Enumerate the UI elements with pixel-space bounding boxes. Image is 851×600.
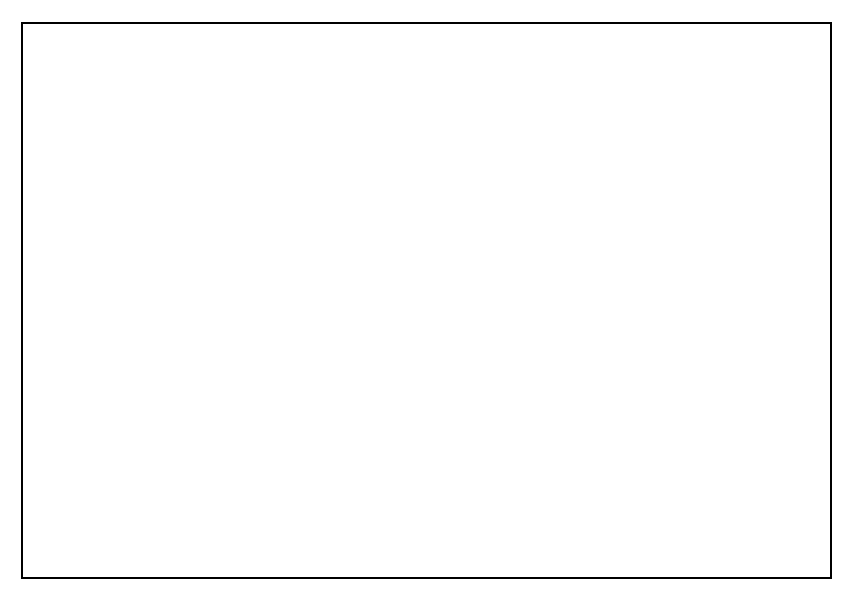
results-sheet (21, 22, 832, 579)
